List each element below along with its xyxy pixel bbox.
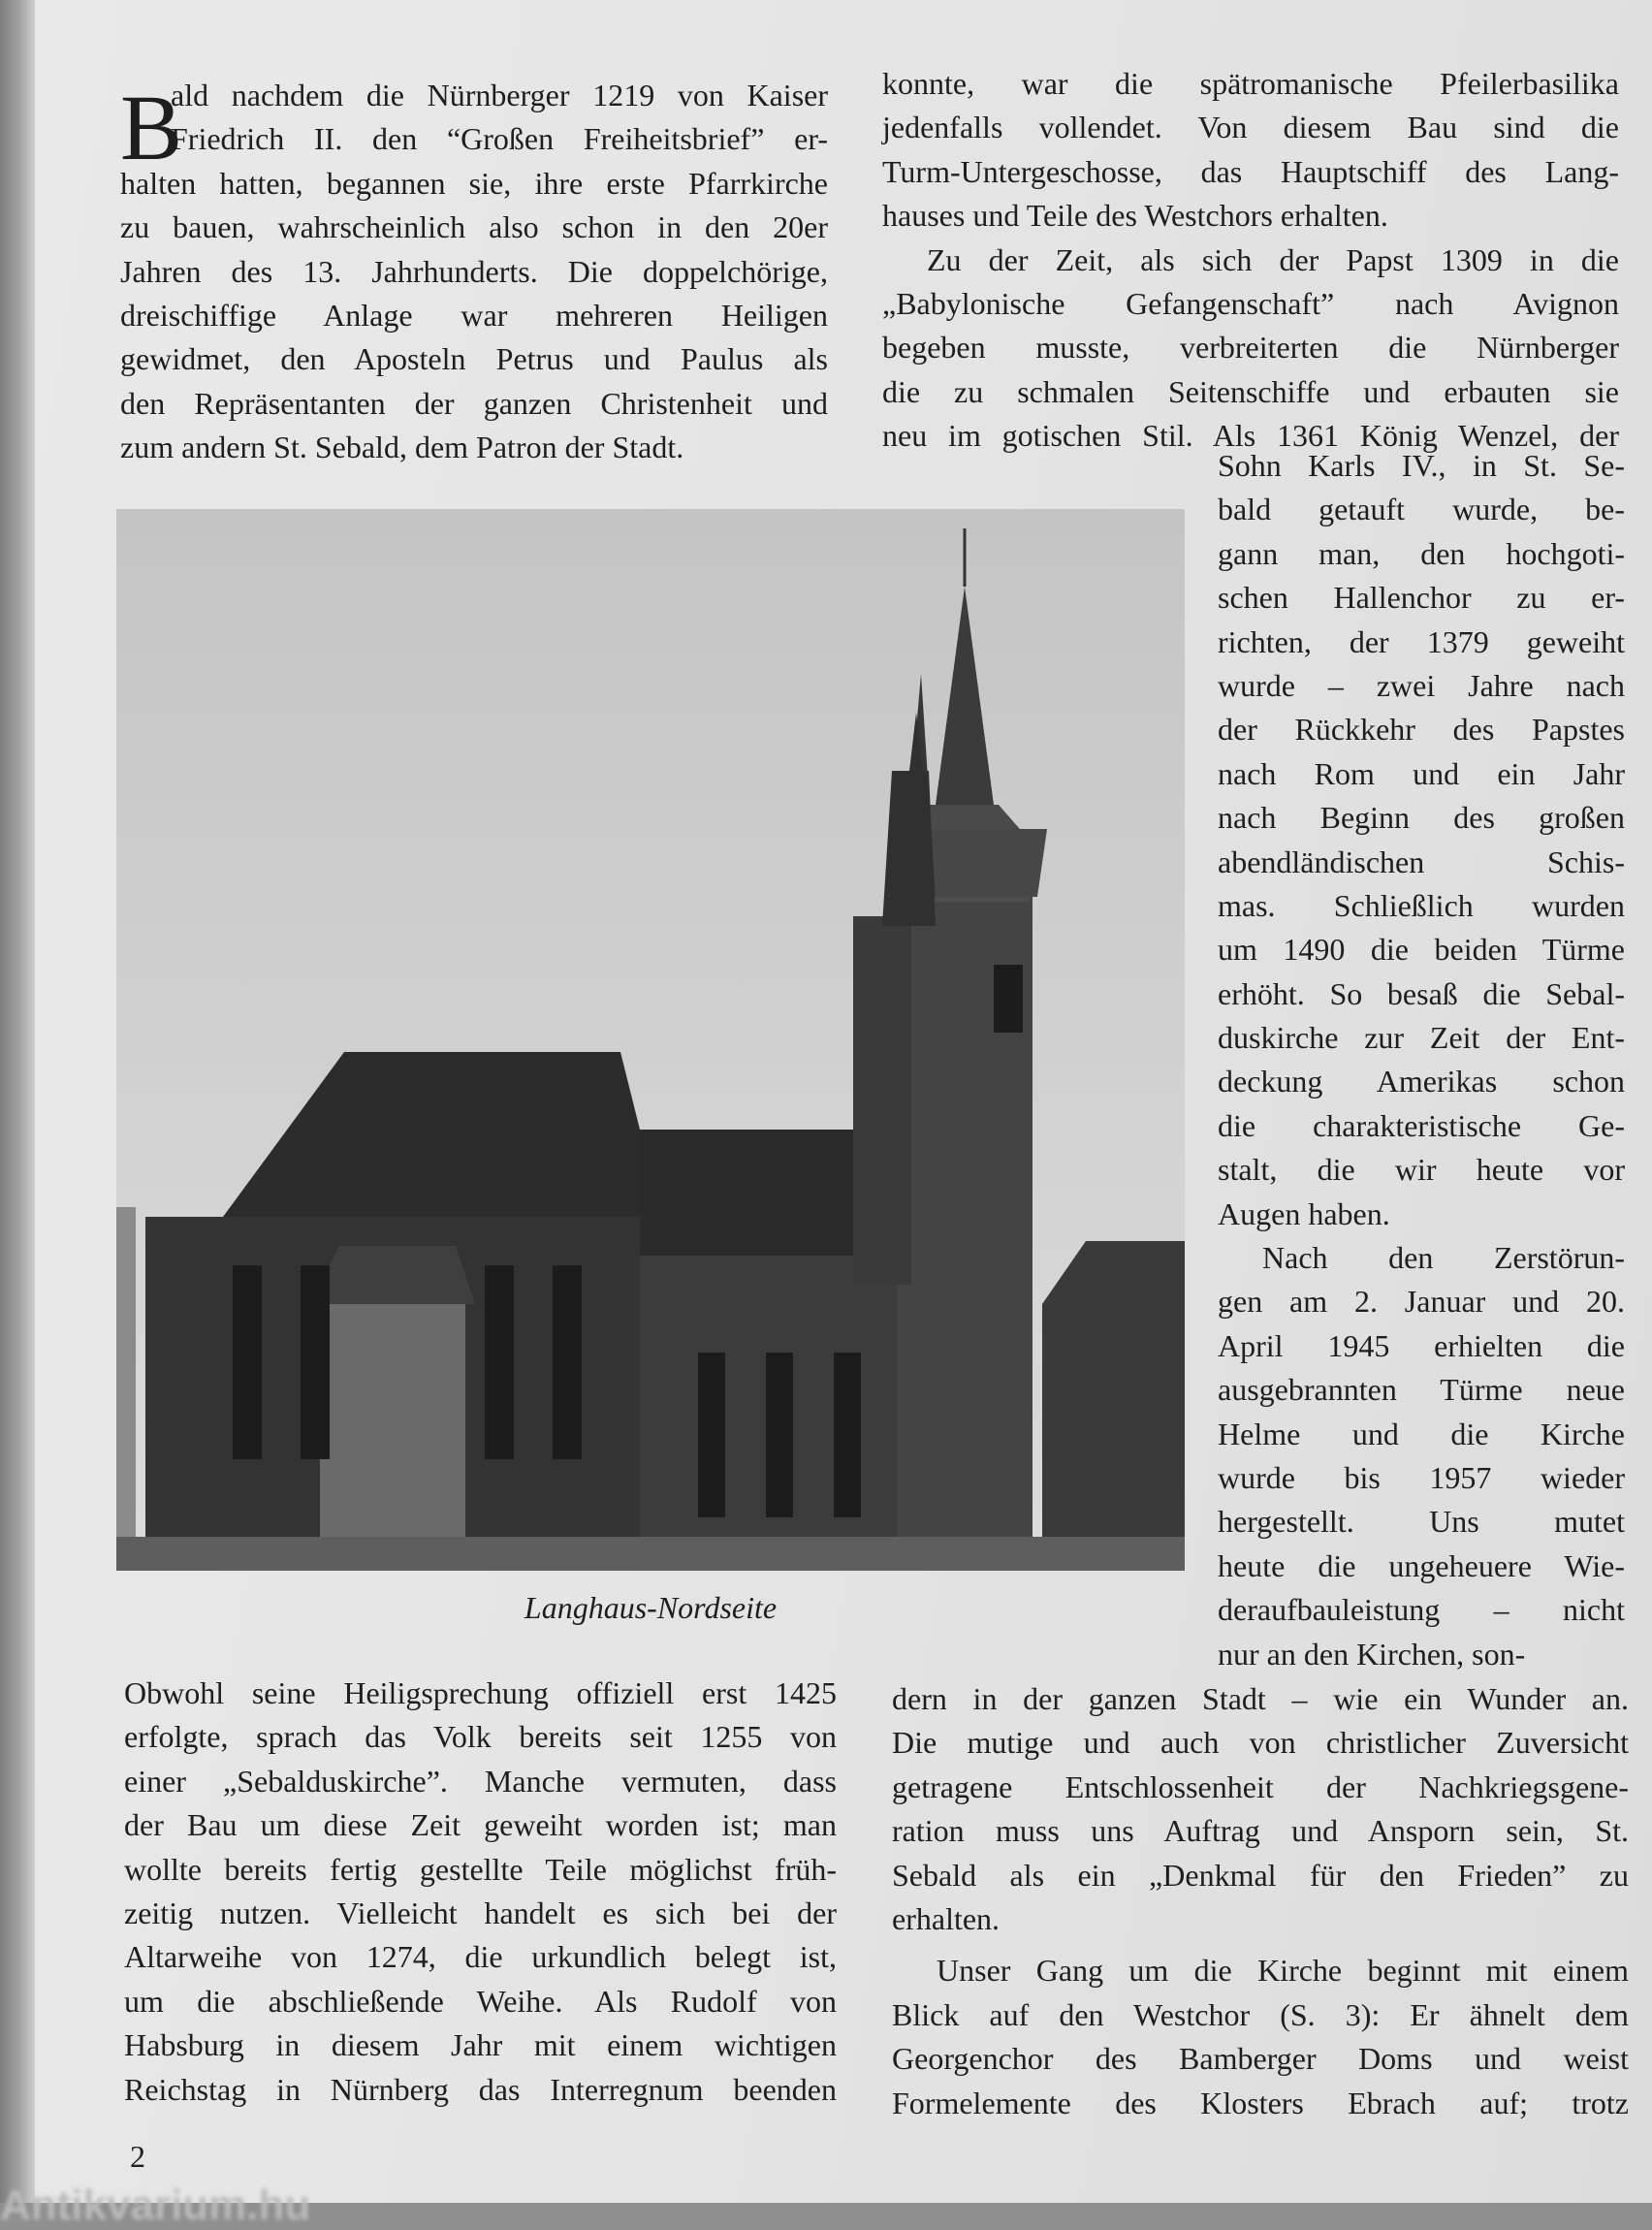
text-line: dreischiffige Anlage war mehreren Heiligen xyxy=(120,297,828,333)
text-line: einer „Sebalduskirche”. Manche vermuten, dass xyxy=(124,1763,837,1799)
text-line: April 1945 erhielten die xyxy=(1218,1327,1625,1363)
text-line: wurde bis 1957 wieder xyxy=(1218,1459,1625,1495)
text-line: heute die ungeheuere Wie- xyxy=(1218,1547,1625,1583)
text-line: neu im gotischen Stil. Als 1361 König Wenzel, der xyxy=(882,418,1619,454)
text-line: wollte bereits fertig gestellte Teile möglichst früh- xyxy=(124,1851,837,1887)
text-line: erhalten. xyxy=(892,1900,1001,1936)
column-narrow-right xyxy=(1218,444,1625,1676)
church-photo xyxy=(116,509,1185,1571)
text-line: stalt, die wir heute vor xyxy=(1218,1152,1625,1188)
text-line: Sohn Karls IV., in St. Se- xyxy=(1218,448,1625,483)
text-line: halten hatten, begannen sie, ihre erste Pfarrkirche xyxy=(120,165,828,201)
column-bottom-left xyxy=(124,1672,837,2112)
text-line: gen am 2. Januar und 20. xyxy=(1218,1284,1625,1320)
text-line: Zu der Zeit, als sich der Papst 1309 in die xyxy=(927,241,1619,277)
text-line: hergestellt. Uns mutet xyxy=(1218,1504,1625,1540)
photo-caption: Langhaus-Nordseite xyxy=(524,1590,778,1625)
text-line: richten, der 1379 geweiht xyxy=(1218,623,1625,659)
text-line: Nach den Zerstörun- xyxy=(1262,1240,1625,1276)
text-line: schen Hallenchor zu er- xyxy=(1218,580,1625,616)
text-line: „Babylonische Gefangenschaft” nach Avignon xyxy=(882,285,1619,321)
text-line: jedenfalls vollendet. Von diesem Bau sind die xyxy=(882,110,1619,145)
text-line: konnte, war die spätromanische Pfeilerbasilika xyxy=(882,66,1619,101)
column-top-right xyxy=(882,62,1619,459)
text-line: zu bauen, wahrscheinlich also schon in den 20er xyxy=(120,209,828,245)
text-line: Unser Gang um die Kirche beginnt mit einem xyxy=(937,1953,1629,1989)
text-line: Blick auf den Westchor (S. 3): Er ähnelt dem xyxy=(892,1996,1629,2032)
text-line: Jahren des 13. Jahrhunderts. Die doppelchörige, xyxy=(120,253,828,289)
column-top-left xyxy=(120,74,828,470)
text-line: der Rückkehr des Papstes xyxy=(1218,712,1625,748)
text-line: ald nachdem die Nürnberger 1219 von Kaiser xyxy=(171,78,828,112)
text-line: Sebald als ein „Denkmal für den Frieden” zu xyxy=(892,1857,1629,1893)
book-gutter xyxy=(0,0,35,2203)
text-line: deraufbauleistung – nicht xyxy=(1218,1592,1625,1628)
column-bottom-right xyxy=(892,1677,1629,2125)
text-line: erfolgte, sprach das Volk bereits seit 1255 von xyxy=(124,1719,837,1755)
text-line: nach Beginn des großen xyxy=(1218,800,1625,836)
text-line: deckung Amerikas schon xyxy=(1218,1064,1625,1099)
text-line: gewidmet, den Aposteln Petrus und Paulus als xyxy=(120,341,828,377)
text-line: Augen haben. xyxy=(1218,1195,1390,1231)
text-line: bald getauft wurde, be- xyxy=(1218,492,1625,527)
text-line: Formelemente des Klosters Ebrach auf; trotz xyxy=(892,2085,1629,2120)
text-line: Altarweihe von 1274, die urkundlich belegt ist, xyxy=(124,1939,837,1975)
text-line: wurde – zwei Jahre nach xyxy=(1218,667,1625,703)
text-line: die zu schmalen Seitenschiffe und erbauten sie xyxy=(882,373,1619,409)
text-line: zeitig nutzen. Vielleicht handelt es sich bei der xyxy=(124,1895,837,1930)
watermark: Antikvarium.hu xyxy=(0,2182,311,2229)
text-line: den Repräsentanten der ganzen Christenheit und xyxy=(120,385,828,421)
text-line: erhöht. So besaß die Sebal- xyxy=(1218,975,1625,1011)
text-line: Helme und die Kirche xyxy=(1218,1416,1625,1451)
text-line: Friedrich II. den “Großen Freiheitsbrief” er- xyxy=(171,121,828,157)
text-line: nur an den Kirchen, son- xyxy=(1218,1636,1526,1672)
text-line: zum andern St. Sebald, dem Patron der Stadt. xyxy=(120,430,684,465)
text-line: ration muss uns Auftrag und Ansporn sein, St. xyxy=(892,1813,1629,1849)
page-number: 2 xyxy=(130,2139,145,2174)
text-line: um die abschließende Weihe. Als Rudolf von xyxy=(124,1983,837,2019)
text-line: Habsburg in diesem Jahr mit einem wichtigen xyxy=(124,2027,837,2063)
text-line: mas. Schließlich wurden xyxy=(1218,887,1625,923)
text-line: Turm-Untergeschosse, das Hauptschiff des Lang- xyxy=(882,153,1619,189)
text-line: getragene Entschlossenheit der Nachkriegsgene- xyxy=(892,1768,1629,1804)
text-line: Georgenchor des Bamberger Doms und weist xyxy=(892,2041,1629,2077)
text-line: abendländischen Schis- xyxy=(1218,844,1625,879)
text-line: ausgebrannten Türme neue xyxy=(1218,1372,1625,1408)
text-line: duskirche zur Zeit der Ent- xyxy=(1218,1020,1625,1056)
text-line: Obwohl seine Heiligsprechung offiziell erst 1425 xyxy=(124,1675,837,1710)
text-line: um 1490 die beiden Türme xyxy=(1218,932,1625,968)
text-line: gann man, den hochgoti- xyxy=(1218,535,1625,571)
text-line: dern in der ganzen Stadt – wie ein Wunder an. xyxy=(892,1681,1629,1716)
text-line: Reichstag in Nürnberg das Interregnum beenden xyxy=(124,2071,837,2107)
text-line: der Bau um diese Zeit geweiht worden ist; man xyxy=(124,1807,837,1843)
text-line: begeben musste, verbreiterten die Nürnberger xyxy=(882,330,1619,366)
text-line: Die mutige und auch von christlicher Zuversicht xyxy=(892,1725,1629,1761)
drop-cap: B xyxy=(120,76,183,179)
text-line: nach Rom und ein Jahr xyxy=(1218,755,1625,791)
text-line: die charakteristische Ge- xyxy=(1218,1107,1625,1143)
text-line: hauses und Teile des Westchors erhalten. xyxy=(882,198,1388,234)
